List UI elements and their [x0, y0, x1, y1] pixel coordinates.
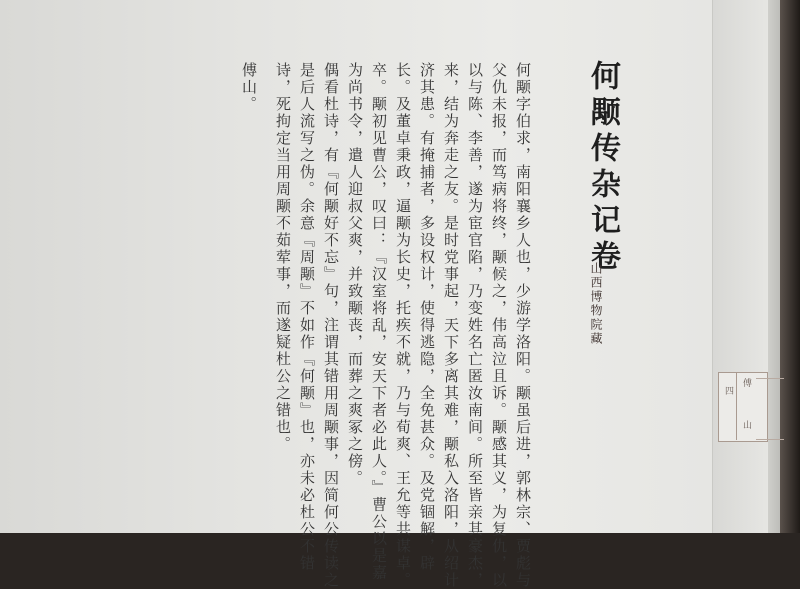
tab-page-number: 四 [723, 386, 733, 395]
book-cover-edge [780, 0, 800, 533]
text-column: 偶看杜诗，有『何颙好不忘』句，注谓其错用周颙事，因简何公传读之 [322, 62, 340, 589]
text-column: 长。及董卓秉政，逼颙为长史，托疾不就，乃与荀爽、王允等共谋卓。 [394, 62, 412, 589]
text-column: 何颙字伯求，南阳襄乡人也，少游学洛阳。颙虽后进，郭林宗、贾彪与 [514, 62, 532, 589]
page-title: 何颙传杂记卷 [585, 60, 620, 276]
text-column: 为尚书令，遣人迎叔父爽，并致颙丧，而葬之爽冢之傍。 [346, 62, 364, 487]
text-column: 以与陈、李善，遂为宦官陷，乃变姓名亡匿汝南间。所至皆亲其豪杰， [466, 62, 484, 589]
tab-author-char: 傅 [741, 378, 751, 387]
text-column: 卒。颙初见曹公，叹曰：『汉室将乱，安天下者必此人。』曹公以是嘉 [370, 62, 388, 582]
tab-divider [736, 372, 737, 440]
text-column: 来，结为奔走之友。是时党事起，天下多离其难，颙私入洛阳，从绍计 [442, 62, 460, 589]
text-column: 济其患。有掩捕者，多设权计，使得逃隐，全免甚众。及党锢解，辟 [418, 62, 436, 572]
collection-label: 山西博物院藏 [589, 262, 603, 346]
page-edge [768, 0, 780, 533]
text-column: 父仇未报，而笃病将终，颙候之，伟高泣且诉。颙感其义，为复仇，以 [490, 62, 508, 589]
adjacent-page [712, 0, 769, 533]
signature-column: 傅山。 [240, 62, 258, 113]
text-column: 是后人流写之伪。余意『周颙』不如作『何颙』也，亦未必杜公不错 [298, 62, 316, 572]
essay-text [240, 62, 550, 589]
text-column: 诗，死拘定当用周颙不茹荤事，而遂疑杜公之错也。 [274, 62, 292, 453]
tab-author-char-2: 山 [741, 420, 751, 429]
binding-lines [756, 378, 784, 440]
